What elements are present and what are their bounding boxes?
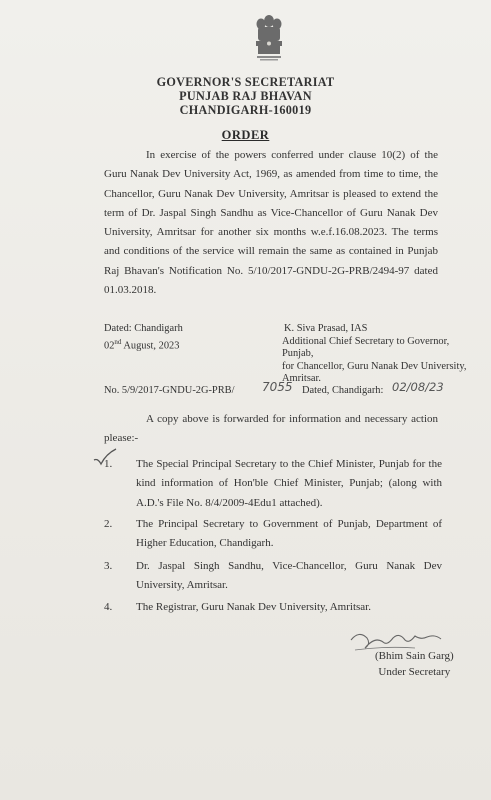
top-signatory-line3: Amritsar.: [282, 373, 321, 384]
forward-text: A copy above is forwarded for information and necessary action please:-: [104, 413, 438, 445]
reference-number: No. 5/9/2017-GNDU-2G-PRB/: [104, 385, 235, 396]
top-signatory-block: [282, 323, 472, 386]
handwritten-reference-number: 7055: [262, 380, 293, 394]
bottom-signatory-designation: Under Secretary: [378, 666, 451, 678]
top-signatory-name: K. Siva Prasad, IAS: [284, 323, 368, 334]
handwritten-date: 02/08/23: [392, 380, 444, 394]
issue-place: Dated: Chandigarh: [104, 323, 183, 334]
document-page: GOVERNOR'S SECRETARIAT PUNJAB RAJ BHAVAN CHANDIGARH-160019 ORDER In exercise of the powers conferred under clause 10(2) of the Guru Nanak Dev University Act, 1969, as amended from time to time, the Chancellor, Guru Nanak Dev University, Amritsar is pleased to extend the term of Dr. Jaspal Singh Sandhu as Vice-Chancellor of Guru Nanak Dev University, Amritsar for another six months w.e.f.16.08.2023. The terms and conditions of the service will remain the same as contained in Punjab Raj Bhavan's Notification No. 5/10/2017-GNDU-2G-PRB/2494-97 dated 01.03.2018. Dated: Chandigarh 02nd August, 2023 K. Siva Prasad, IAS Additional Chief Secretary to Governor, Punjab, for Chancellor, Guru Nanak Dev University, Amritsar. No. 5/9/2017-GNDU-2G-PRB/ 7055 Dated, Chandigarh: 02/08/23 A copy above is forwarded for information and necessary action please:- 1. The Special Principal Secretary to the Chief Minister, Punjab for the kind information of Hon'ble Chief Minister, Punjab; (along with A.D.'s File No. 8/4/2009-4Edu1 attached). 2. The Principal Secretary to Government of Punjab, Department of Higher Education, Chandigarh. 3. Dr. Jaspal Singh Sandhu, Vice-Chancellor, Guru Nanak Dev University, Amritsar. 4. The Registrar, Guru Nanak Dev University, Amritsar. (Bhim Sain Garg) Under Secretary: [0, 0, 491, 800]
address-line: CHANDIGARH-160019: [179, 103, 312, 117]
order-heading: ORDER: [221, 128, 270, 142]
order-paragraph: In exercise of the powers conferred under clause 10(2) of the Guru Nanak Dev University Act, 1969, as amended from time to time, the Chancellor, Guru Nanak Dev University, Amritsar is pleased to extend the term of Dr. Jaspal Singh Sandhu as Vice-Chancellor of Guru Nanak Dev University, Amritsar for another six months w.e.f.16.08.2023. The terms and conditions of the service will remain the same as contained in Punjab Raj Bhavan's Notification No. 5/10/2017-GNDU-2G-PRB/2494-97 dated 01.03.2018.: [104, 149, 438, 297]
issue-date: 02nd August, 2023: [104, 337, 180, 351]
issue-date-block: [104, 323, 183, 352]
bottom-signatory-block: [375, 648, 454, 680]
top-signatory-line2: for Chancellor, Guru Nanak Dev University,: [282, 360, 467, 372]
secretariat-title: GOVERNOR'S SECRETARIAT: [156, 75, 335, 89]
raj-bhavan-title: PUNJAB RAJ BHAVAN: [179, 89, 312, 103]
bottom-signatory-name: (Bhim Sain Garg): [375, 650, 454, 662]
top-signatory-line1: Additional Chief Secretary to Governor, Punjab,: [282, 335, 450, 359]
dated-label: Dated, Chandigarh:: [302, 385, 384, 396]
national-emblem-icon: [248, 12, 290, 64]
